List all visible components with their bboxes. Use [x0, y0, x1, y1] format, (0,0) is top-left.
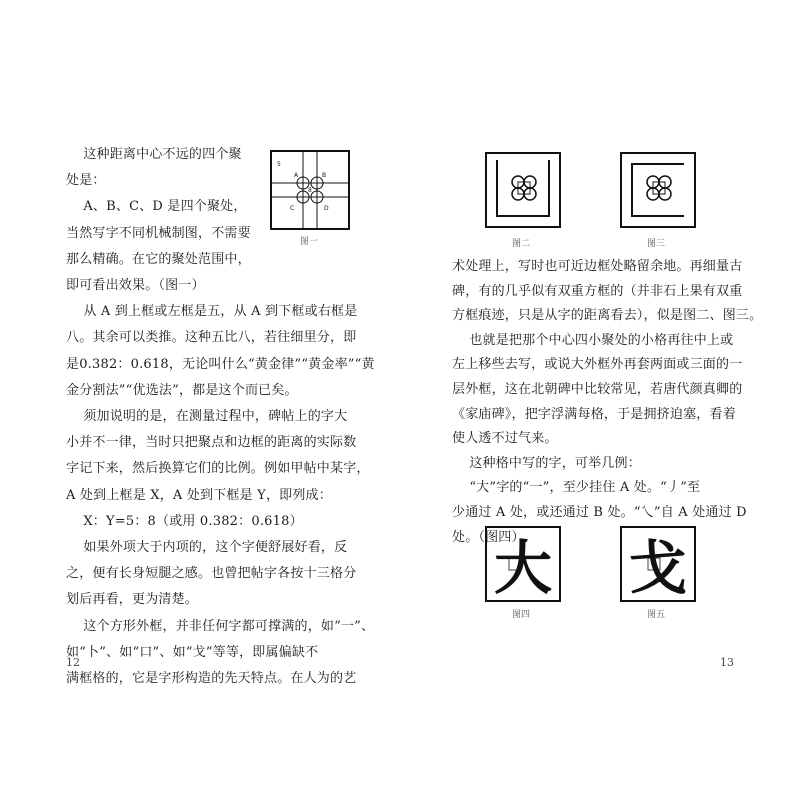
- text-line: 方框痕迹，只是从字的距离看去），似是图二、图三。: [452, 308, 763, 324]
- figure-3-caption: 图三: [647, 239, 666, 249]
- figure-5-caption: 图五: [647, 610, 666, 620]
- text-line: “大”字的“一”，至少挂住 A 处。“丿”至: [452, 480, 701, 496]
- figure-1-caption: 图一: [300, 237, 319, 247]
- text-line: 八。其余可以类推。这种五比八，若往细里分，即: [66, 330, 357, 346]
- text-line: 碑，有的几乎似有双重方框的（并非石上果有双重: [452, 283, 743, 299]
- figure-1-grid: [270, 150, 350, 230]
- text-line: A、B、C、D 是四个聚处，: [66, 199, 247, 215]
- text-line: A 处到上框是 X，A 处到下框是 Y，即列成：: [66, 487, 332, 503]
- text-line: 左上移些去写，或说大外框外再套两面或三面的一: [452, 357, 743, 373]
- text-line: 少通过 A 处，或还通过 B 处。“乀”自 A 处通过 D: [452, 505, 747, 520]
- text-line: X：Y=5：8（或用 0.382：0.618）: [66, 513, 303, 529]
- figure-4-character-da: [485, 526, 561, 602]
- text-line: 金分割法”“优选法”，都是这个而已矣。: [66, 382, 298, 398]
- text-line: 处。（图四）: [452, 529, 525, 545]
- fig1-label-b: B: [322, 172, 327, 179]
- figure-5-character-ge: [620, 526, 696, 602]
- text-line: 是0.382：0.618，无论叫什么“黄金律”“黄金率”“黄: [66, 356, 375, 372]
- text-line: 层外框，这在北朝碑中比较常见，若唐代颜真卿的: [452, 382, 743, 397]
- text-line: 从 A 到上框或左框是五，从 A 到下框或右框是: [66, 304, 358, 320]
- fig1-label-five: 5: [277, 161, 281, 168]
- text-line: 也就是把那个中心四小聚处的小格再往中上或: [452, 332, 734, 348]
- text-line: 小并不一律，当时只把聚点和边框的距离的实际数: [66, 435, 357, 451]
- text-line: 这个方形外框，并非任何字都可撑满的，如“一”、: [66, 618, 375, 634]
- figure-5-glyph: 戈: [628, 534, 688, 602]
- text-line: 这种距离中心不远的四个聚: [66, 147, 242, 162]
- fig1-label-c: C: [290, 205, 295, 212]
- page-number-left: 12: [66, 656, 80, 669]
- text-line: 当然写字不同机械制图，不需要: [66, 225, 251, 241]
- text-line: 术处理上，写时也可近边框处略留余地。再细量古: [452, 259, 743, 274]
- fig1-label-eight: 8: [308, 187, 312, 194]
- text-line: 须加说明的是，在测量过程中，碑帖上的字大: [66, 409, 348, 424]
- figure-3-frame: [620, 152, 696, 228]
- figure-2-caption: 图二: [512, 239, 531, 249]
- text-line: 处是：: [66, 173, 106, 189]
- text-line: 那么精确。在它的聚处范围中，: [66, 251, 251, 267]
- text-line: 即可看出效果。（图一）: [66, 278, 205, 293]
- text-line: 这种格中写的字，可举几例：: [452, 455, 641, 471]
- figure-2-frame: [485, 152, 561, 228]
- right-page: [400, 0, 800, 800]
- text-line: 《家庙碑》，把字浮满每格，于是拥挤迫塞，看着: [452, 406, 736, 422]
- fig1-label-d: D: [324, 205, 329, 212]
- figure-4-caption: 图四: [512, 610, 531, 620]
- text-line: 如“卜”、如“口”、如“戈”等等，即属偏缺不: [66, 644, 319, 660]
- text-line: 之，便有长身短腿之感。也曾把帖字各按十三格分: [66, 566, 357, 582]
- text-line: 字记下来，然后换算它们的比例。例如甲帖中某字，: [66, 461, 370, 477]
- text-line: 满框格的，它是字形构造的先天特点。在人为的艺: [66, 671, 357, 686]
- page-number-right: 13: [720, 656, 734, 669]
- text-line: 划后再看，更为清楚。: [66, 592, 199, 608]
- fig1-label-a: A: [294, 172, 299, 179]
- figure-4-glyph: 大: [493, 534, 553, 602]
- text-line: 使人透不过气来。: [452, 431, 558, 447]
- text-line: 如果外项大于内项的，这个字便舒展好看，反: [66, 540, 348, 555]
